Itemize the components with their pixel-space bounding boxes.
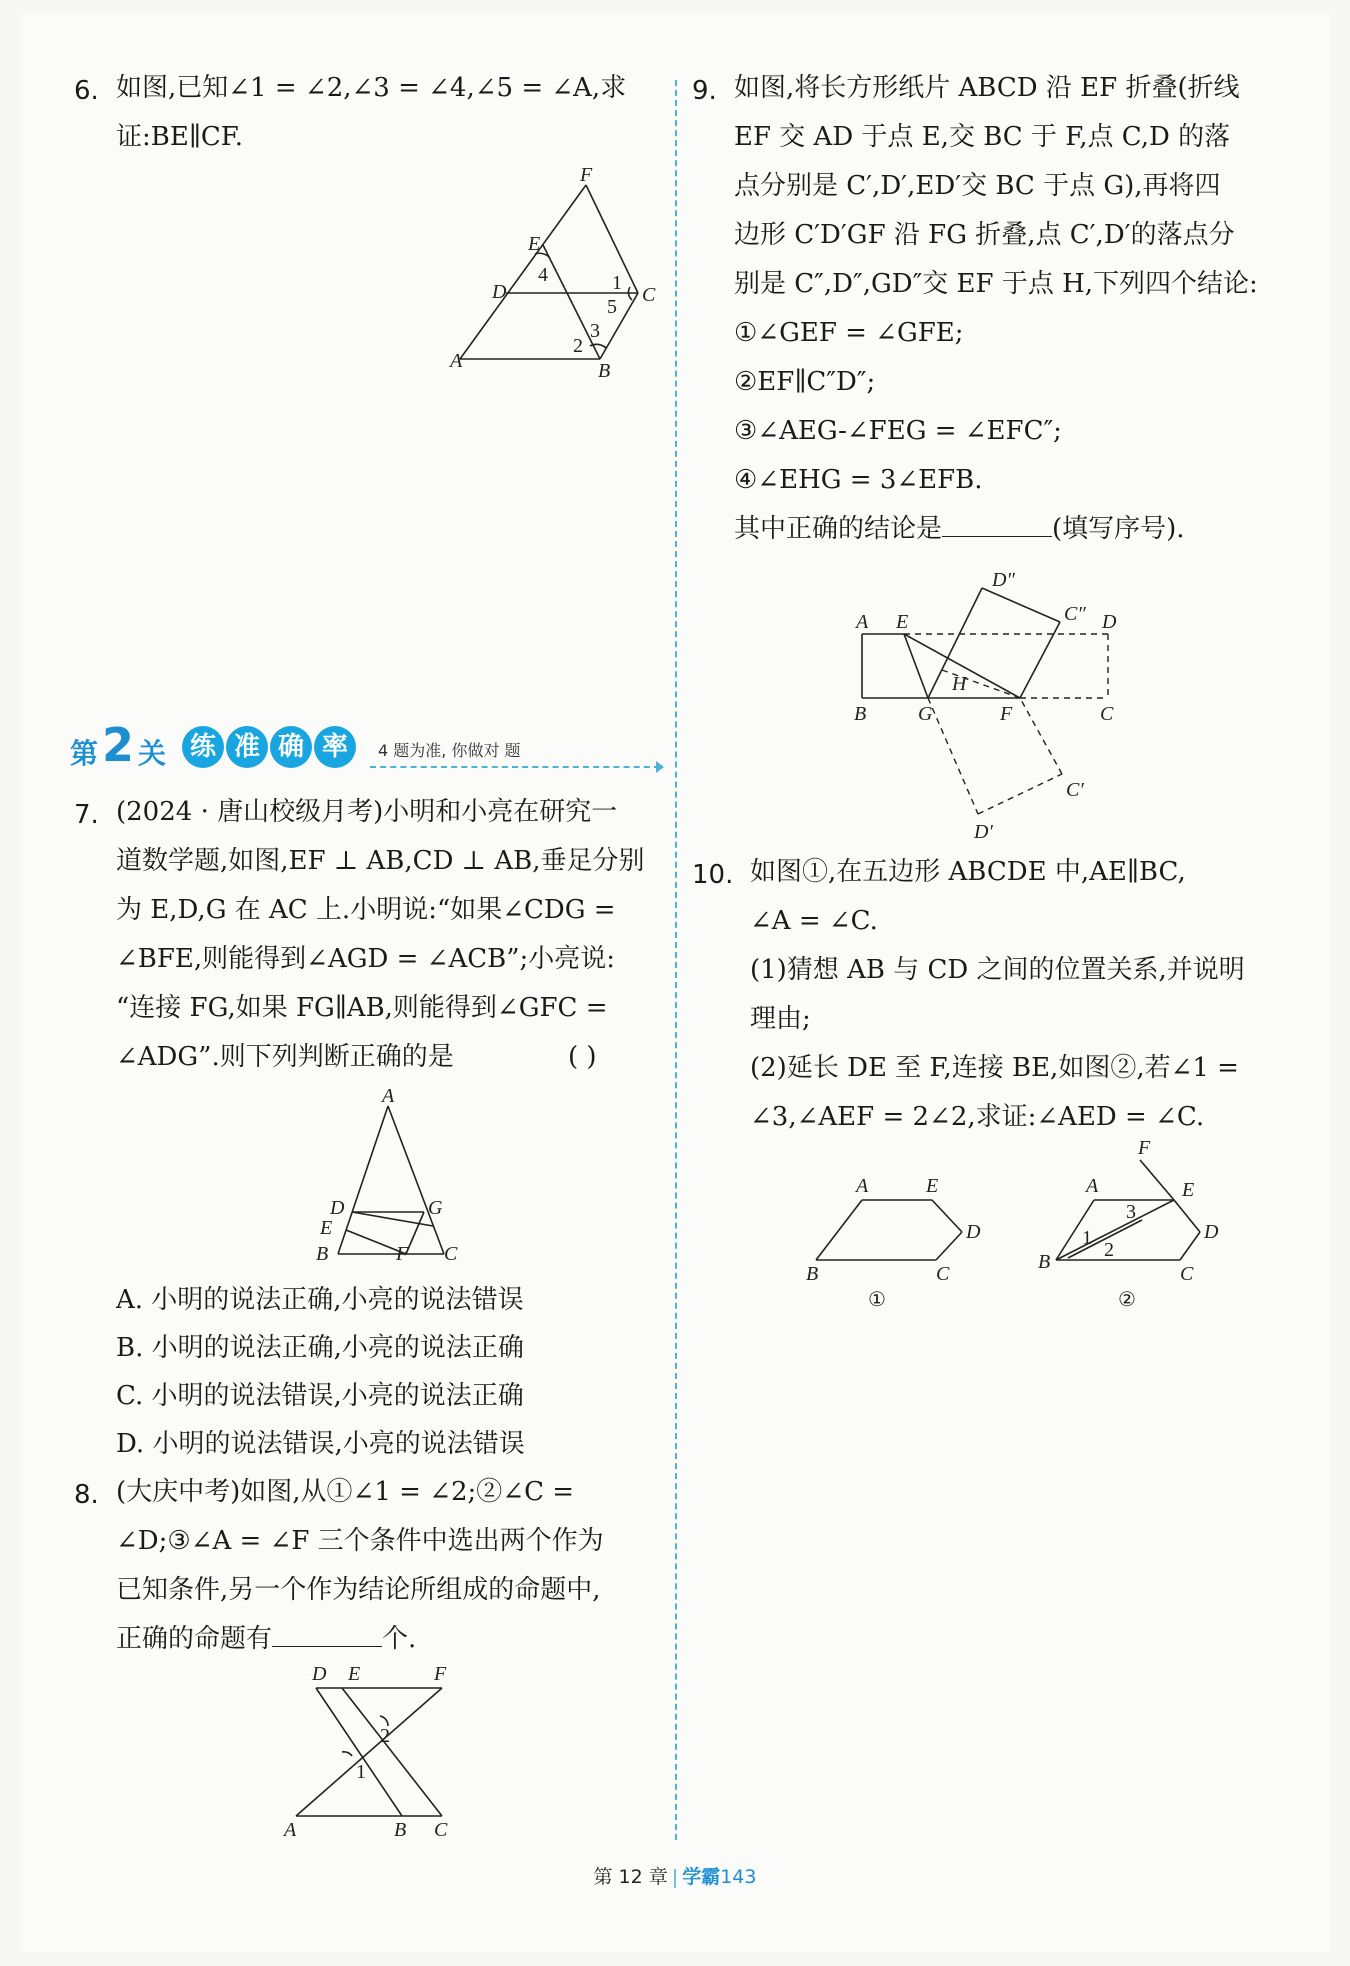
q8-label-D: D xyxy=(312,1663,327,1685)
q7-line: ∠ADG”.则下列判断正确的是 xyxy=(116,1042,454,1072)
q9-text xyxy=(734,64,1258,554)
q10-fig2-label-E: E xyxy=(1182,1179,1195,1201)
q8-label-F: F xyxy=(434,1663,447,1685)
q9-line: EF 交 AD 于点 E,交 BC 于 F,点 C,D 的落 xyxy=(734,122,1231,152)
q9-conclusion-3: ③∠AEG-∠FEG = ∠EFC″; xyxy=(734,416,1062,446)
footer-chapter: 第 12 章 xyxy=(593,1866,668,1888)
q7-label-C: C xyxy=(444,1243,458,1265)
q9-line: 点分别是 C′,D′,ED′交 BC 于点 G),再将四 xyxy=(734,171,1221,201)
q10-fig2-caption: ② xyxy=(1118,1289,1136,1310)
q9-conclusion-1: ①∠GEF = ∠GFE; xyxy=(734,318,964,348)
q9-label-A: A xyxy=(856,611,869,633)
footer-brand: 学霸 xyxy=(682,1866,721,1888)
q6-figure xyxy=(440,165,670,380)
section-arrow xyxy=(370,766,660,768)
q9-line: 边形 C′D′GF 沿 FG 折叠,点 C′,D′的落点分 xyxy=(734,220,1235,250)
q7-answer-paren: ( ) xyxy=(568,1042,597,1072)
q10-line: ∠3,∠AEF = 2∠2,求证:∠AED = ∠C. xyxy=(750,1102,1205,1132)
q7-label-A: A xyxy=(382,1086,395,1107)
section-title-char: 确 xyxy=(270,726,312,768)
q6-angle-5: 5 xyxy=(607,296,617,318)
section-guan: 关 xyxy=(138,737,167,770)
q8-text xyxy=(116,1468,604,1664)
q9-label-Dp: D′ xyxy=(974,821,993,843)
q7-option-c[interactable]: C. 小明的说法错误,小亮的说法正确 xyxy=(116,1381,524,1411)
q9-answer-blank[interactable] xyxy=(942,514,1052,537)
q7-line: ∠BFE,则能得到∠AGD = ∠ACB”;小亮说: xyxy=(116,944,616,974)
q6-angle-1: 1 xyxy=(612,272,622,294)
q9-last-pre: 其中正确的结论是 xyxy=(734,514,943,544)
q10-fig1-label-E: E xyxy=(926,1175,939,1197)
q7-line: “连接 FG,如果 FG∥AB,则能得到∠GFC = xyxy=(116,993,608,1023)
footer-separator: | xyxy=(671,1866,679,1888)
q8-line: (大庆中考)如图,从①∠1 = ∠2;②∠C = xyxy=(116,1477,575,1507)
q7-line: (2024 · 唐山校级月考)小明和小亮在研究一 xyxy=(116,797,618,827)
q7-line: 道数学题,如图,EF ⊥ AB,CD ⊥ AB,垂足分别 xyxy=(116,846,645,876)
q6-number: 6. xyxy=(74,76,99,106)
section-title-char: 练 xyxy=(182,726,224,768)
q8-angle-1: 1 xyxy=(356,1761,366,1783)
q9-number: 9. xyxy=(692,76,717,106)
section-title-char: 率 xyxy=(314,726,356,768)
q6-label-B: B xyxy=(598,360,611,380)
q9-label-E: E xyxy=(896,611,909,633)
q6-text xyxy=(116,64,626,162)
column-divider xyxy=(675,80,677,1840)
q9-conclusion-4: ④∠EHG = 3∠EFB. xyxy=(734,465,983,495)
q9-label-D: D xyxy=(1102,611,1117,633)
q10-figure-1 xyxy=(796,1170,996,1310)
q9-conclusion-2: ②EF∥C″D″; xyxy=(734,367,876,397)
section-note: 4 题为准, 你做对 题 xyxy=(378,741,521,760)
q7-label-D: D xyxy=(330,1197,345,1219)
q8-label-E: E xyxy=(348,1663,361,1685)
q10-number: 10. xyxy=(692,860,734,890)
q8-last-line xyxy=(116,1615,604,1664)
q10-fig1-caption: ① xyxy=(868,1289,886,1310)
q6-line: 证:BE∥CF. xyxy=(116,122,244,152)
q9-last-line xyxy=(734,505,1258,554)
section-title xyxy=(182,726,356,768)
footer-page-number: 143 xyxy=(720,1866,757,1888)
q6-label-C: C xyxy=(642,284,656,306)
q9-label-H: H xyxy=(952,673,967,695)
q7-option-a[interactable]: A. 小明的说法正确,小亮的说法错误 xyxy=(116,1285,524,1315)
q10-fig2-label-D: D xyxy=(1204,1221,1219,1243)
q9-label-B: B xyxy=(854,703,867,725)
q6-label-F: F xyxy=(580,165,593,186)
q8-figure xyxy=(280,1660,460,1840)
q7-label-B: B xyxy=(316,1243,329,1265)
q8-last-pre: 正确的命题有 xyxy=(116,1624,273,1654)
q9-label-G: G xyxy=(918,703,933,725)
q7-label-E: E xyxy=(320,1217,333,1239)
q10-fig1-label-B: B xyxy=(806,1263,819,1285)
q9-label-C: C xyxy=(1100,703,1114,725)
q6-line: 如图,已知∠1 = ∠2,∠3 = ∠4,∠5 = ∠A,求 xyxy=(116,73,627,103)
q9-line: 如图,将长方形纸片 ABCD 沿 EF 折叠(折线 xyxy=(734,73,1240,103)
q9-line: 别是 C″,D″,GD″交 EF 于点 H,下列四个结论: xyxy=(734,269,1258,299)
q9-label-Cpp: C″ xyxy=(1064,603,1086,625)
q10-text xyxy=(750,848,1245,1142)
q10-fig1-label-C: C xyxy=(936,1263,950,1285)
q10-line: 如图①,在五边形 ABCDE 中,AE∥BC, xyxy=(750,857,1186,887)
q10-line: (2)延长 DE 至 F,连接 BE,如图②,若∠1 = xyxy=(750,1053,1239,1083)
q9-label-F: F xyxy=(1000,703,1013,725)
q10-fig2-label-B: B xyxy=(1038,1251,1051,1273)
q9-last-post: (填写序号). xyxy=(1052,514,1185,544)
q10-fig2-label-A: A xyxy=(1086,1175,1099,1197)
q10-line: 理由; xyxy=(750,1004,811,1034)
section-di: 第 xyxy=(70,737,99,770)
q8-angle-2: 2 xyxy=(380,1725,390,1747)
q7-figure xyxy=(308,1086,468,1276)
q10-fig2-angle-3: 3 xyxy=(1126,1201,1136,1223)
q7-option-d[interactable]: D. 小明的说法错误,小亮的说法错误 xyxy=(116,1429,525,1459)
section-header xyxy=(70,718,650,776)
q10-fig2-label-F: F xyxy=(1138,1140,1151,1159)
q6-angle-2: 2 xyxy=(573,335,583,357)
section-number: 2 xyxy=(102,718,135,772)
q9-label-Cp: C′ xyxy=(1066,779,1084,801)
q6-angle-3: 3 xyxy=(590,320,600,342)
q7-label-F: F xyxy=(396,1243,409,1265)
q6-label-D: D xyxy=(492,281,507,303)
q10-fig2-angle-1: 1 xyxy=(1082,1227,1092,1249)
q10-fig1-label-A: A xyxy=(856,1175,869,1197)
q8-label-C: C xyxy=(434,1819,448,1840)
q7-label-G: G xyxy=(428,1197,443,1219)
q8-last-post: 个. xyxy=(382,1624,417,1654)
q6-label-E: E xyxy=(528,233,541,255)
q10-fig2-angle-2: 2 xyxy=(1104,1239,1114,1261)
q6-label-A: A xyxy=(450,350,463,372)
q8-line: ∠D;③∠A = ∠F 三个条件中选出两个作为 xyxy=(116,1526,604,1556)
q9-label-Dpp: D″ xyxy=(992,569,1015,591)
q10-fig2-label-C: C xyxy=(1180,1263,1194,1285)
q9-figure xyxy=(840,558,1130,848)
section-title-char: 准 xyxy=(226,726,268,768)
q8-answer-blank[interactable] xyxy=(272,1624,382,1647)
q7-line: 为 E,D,G 在 AC 上.小明说:“如果∠CDG = xyxy=(116,895,616,925)
q7-options xyxy=(116,1276,525,1468)
q8-number: 8. xyxy=(74,1480,99,1510)
q10-figure-2 xyxy=(1030,1140,1240,1310)
q10-line: ∠A = ∠C. xyxy=(750,906,878,936)
q7-option-b[interactable]: B. 小明的说法正确,小亮的说法正确 xyxy=(116,1333,524,1363)
q7-text xyxy=(116,788,645,1082)
q8-label-B: B xyxy=(394,1819,407,1840)
q7-number: 7. xyxy=(74,800,99,830)
q10-fig1-label-D: D xyxy=(966,1221,981,1243)
q6-angle-4: 4 xyxy=(538,264,548,286)
q8-label-A: A xyxy=(284,1819,297,1840)
page-footer xyxy=(0,1862,1350,1889)
q10-line: (1)猜想 AB 与 CD 之间的位置关系,并说明 xyxy=(750,955,1245,985)
q8-line: 已知条件,另一个作为结论所组成的命题中, xyxy=(116,1575,601,1605)
